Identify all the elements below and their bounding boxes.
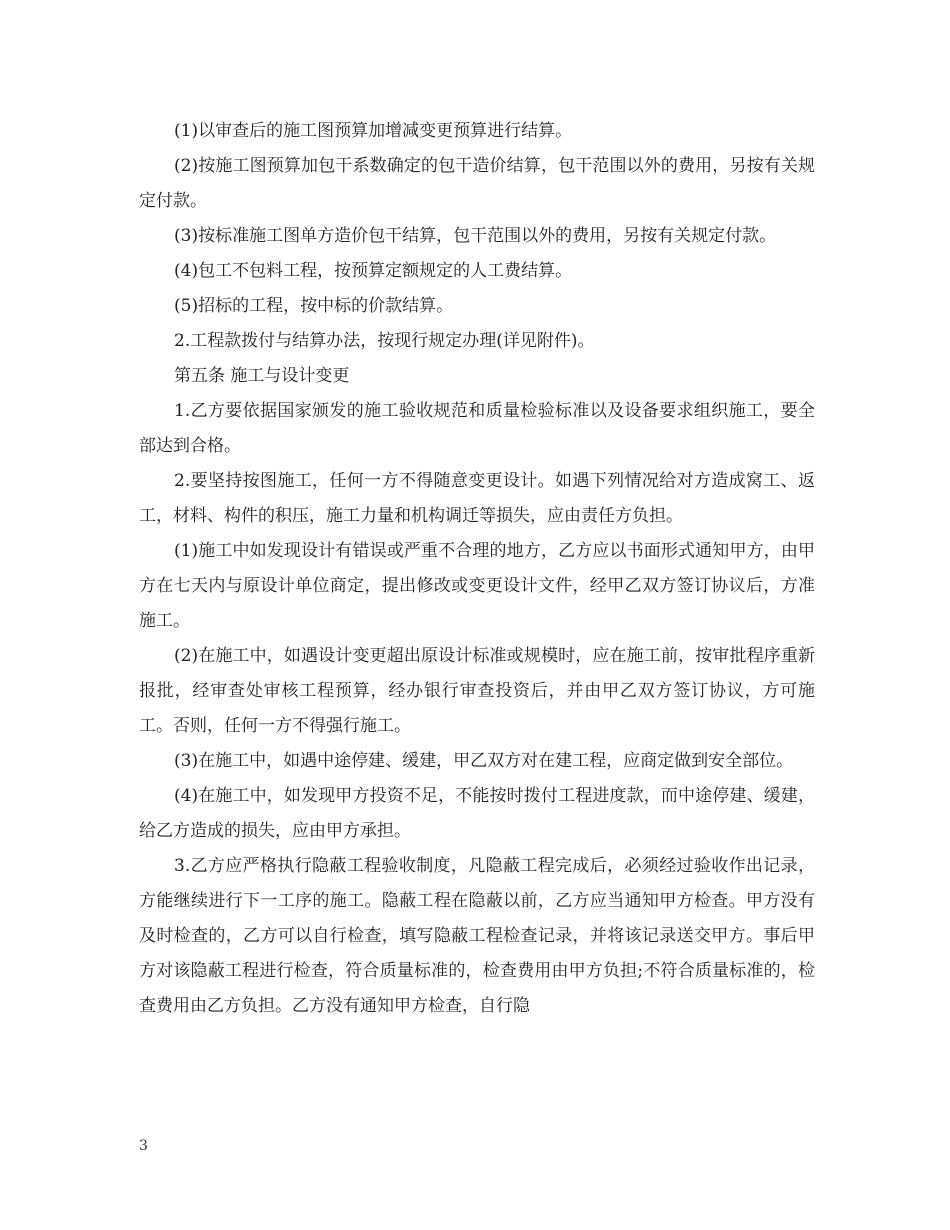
paragraph-1: (1)以审查后的施工图预算加增减变更预算进行结算。: [174, 121, 573, 141]
paragraph-6: 2.工程款拨付与结算办法，按现行规定办理(详见附件)。: [174, 331, 595, 351]
paragraph-4: (4)包工不包料工程，按预算定额规定的人工费结算。: [174, 261, 573, 281]
paragraph-13: (4)在施工中，如发现甲方投资不足，不能按时拨付工程进度款，而中途停建、缓建，给乙方造成的损失，应由甲方承担。: [139, 786, 815, 841]
paragraph-12: (3)在施工中，如遇中途停建、缓建，甲乙双方对在建工程，应商定做到安全部位。: [174, 751, 794, 771]
paragraph-2: (2)按施工图预算加包干系数确定的包干造价结算，包干范围以外的费用，另按有关规定付款。: [139, 156, 815, 211]
paragraph-3: (3)按标准施工图单方造价包干结算，包干范围以外的费用，另按有关规定付款。: [174, 226, 777, 246]
paragraph-5: (5)招标的工程，按中标的价款结算。: [174, 296, 454, 316]
paragraph-10: (1)施工中如发现设计有错误或严重不合理的地方，乙方应以书面形式通知甲方，由甲方在七天内与原设计单位商定，提出修改或变更设计文件，经甲乙双方签订协议后，方准施工。: [139, 541, 815, 631]
paragraph-14: 3.乙方应严格执行隐蔽工程验收制度，凡隐蔽工程完成后，必须经过验收作出记录，方能继续进行下一工序的施工。隐蔽工程在隐蔽以前，乙方应当通知甲方检查。甲方没有及时检查的，乙方可以自行检查，填写隐蔽工程检查记录，并将该记录送交甲方。事后甲方对该隐蔽工程进行检查，符合质量标准的，检查费用由甲方负担;不符合质量标准的，检查费用由乙方负担。乙方没有通知甲方检查，自行隐: [139, 856, 815, 1016]
paragraph-11: (2)在施工中，如遇设计变更超出原设计标准或规模时，应在施工前，按审批程序重新报批，经审查处审核工程预算，经办银行审查投资后，并由甲乙双方签订协议，方可施工。否则，任何一方不得强行施工。: [139, 646, 815, 736]
page-number: 3: [139, 1138, 148, 1154]
paragraph-9: 2.要坚持按图施工，任何一方不得随意变更设计。如遇下列情况给对方造成窝工、返工，材料、构件的积压，施工力量和机构调迁等损失，应由责任方负担。: [139, 471, 815, 526]
document-body: [139, 114, 815, 1024]
section-heading: 第五条 施工与设计变更: [174, 366, 350, 386]
paragraph-8: 1.乙方要依据国家颁发的施工验收规范和质量检验标准以及设备要求组织施工，要全部达到合格。: [139, 401, 815, 456]
